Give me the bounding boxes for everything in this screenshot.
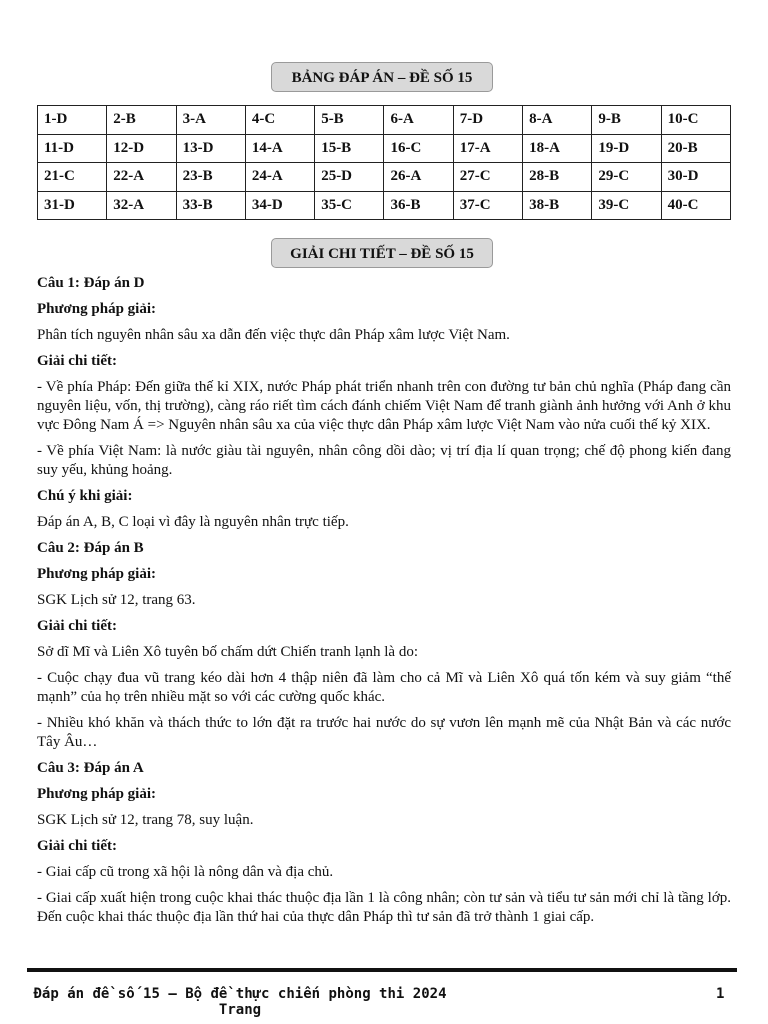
- answer-cell: 36-B: [384, 191, 453, 220]
- paragraph: SGK Lịch sử 12, trang 78, suy luận.: [37, 812, 254, 828]
- footer-divider: [27, 968, 737, 972]
- paragraph: - Về phía Pháp: Đến giữa thế kỉ XIX, nước Pháp phát triển nhanh trên con đường tư bản chủ nghĩa (Pháp đang cần nguyên liệu, vốn, thị trường), càng ráo riết tìm cách đánh chiếm Việt Nam để tranh giành ảnh hưởng với Anh ở khu vực Đông Nam Á => Nguyên nhân sâu xa của việc thực dân Pháp xâm lược Việt Nam vào nửa cuối thế kỷ XIX.: [37, 379, 731, 433]
- table-row: [38, 163, 731, 192]
- paragraph: Phân tích nguyên nhân sâu xa dẫn đến việc thực dân Pháp xâm lược Việt Nam.: [37, 327, 510, 343]
- answer-cell: 11-D: [38, 134, 107, 163]
- answer-cell: 28-B: [523, 163, 592, 192]
- answer-cell: 24-A: [245, 163, 314, 192]
- answer-cell: 22-A: [107, 163, 176, 192]
- answer-cell: 35-C: [315, 191, 384, 220]
- answer-cell: 18-A: [523, 134, 592, 163]
- section-heading: Giải chi tiết:: [37, 618, 117, 634]
- answer-cell: 1-D: [38, 106, 107, 135]
- section-heading: Câu 1: Đáp án D: [37, 275, 145, 291]
- answer-cell: 5-B: [315, 106, 384, 135]
- section-heading: Giải chi tiết:: [37, 838, 117, 854]
- paragraph: - Nhiều khó khăn và thách thức to lớn đặt ra trước hai nước do sự vươn lên mạnh mẽ của Nhật Bản và các nước Tây Âu…: [37, 715, 731, 750]
- section-heading: Câu 3: Đáp án A: [37, 760, 144, 776]
- answer-cell: 37-C: [453, 191, 522, 220]
- answer-cell: 30-D: [661, 163, 730, 192]
- answer-cell: 32-A: [107, 191, 176, 220]
- footer-page-number: 1: [716, 986, 725, 1002]
- answer-cell: 34-D: [245, 191, 314, 220]
- answer-cell: 20-B: [661, 134, 730, 163]
- answer-cell: 39-C: [592, 191, 661, 220]
- answer-cell: 19-D: [592, 134, 661, 163]
- answer-cell: 29-C: [592, 163, 661, 192]
- table-row: [38, 106, 731, 135]
- paragraph: Đáp án A, B, C loại vì đây là nguyên nhân trực tiếp.: [37, 514, 349, 530]
- answer-cell: 2-B: [107, 106, 176, 135]
- footer-text: Đáp án đề số 15 – Bộ đề thực chiến phòng thi 2024 Trang: [33, 986, 447, 1018]
- answer-cell: 31-D: [38, 191, 107, 220]
- paragraph: SGK Lịch sử 12, trang 63.: [37, 592, 196, 608]
- answer-cell: 40-C: [661, 191, 730, 220]
- answer-cell: 9-B: [592, 106, 661, 135]
- answer-cell: 15-B: [315, 134, 384, 163]
- answer-key-table: [37, 105, 731, 220]
- answer-cell: 27-C: [453, 163, 522, 192]
- answer-cell: 14-A: [245, 134, 314, 163]
- paragraph: - Cuộc chạy đua vũ trang kéo dài hơn 4 thập niên đã làm cho cả Mĩ và Liên Xô quá tốn kém và suy giảm “thế mạnh” của họ trên nhiều mặt so với các cường quốc khác.: [37, 670, 731, 705]
- paragraph: - Giai cấp xuất hiện trong cuộc khai thác thuộc địa lần 1 là công nhân; còn tư sản và tiểu tư sản mới chỉ là tầng lớp. Đến cuộc khai thác thuộc địa lần thứ hai của thực dân Pháp thì tư sản đã trở thành 1 giai cấp.: [37, 890, 731, 925]
- answer-cell: 13-D: [176, 134, 245, 163]
- section-heading: Giải chi tiết:: [37, 353, 117, 369]
- answer-cell: 25-D: [315, 163, 384, 192]
- answer-cell: 26-A: [384, 163, 453, 192]
- section-heading: Phương pháp giải:: [37, 301, 157, 317]
- answer-cell: 10-C: [661, 106, 730, 135]
- answer-cell: 21-C: [38, 163, 107, 192]
- answer-cell: 38-B: [523, 191, 592, 220]
- answer-cell: 17-A: [453, 134, 522, 163]
- answer-cell: 4-C: [245, 106, 314, 135]
- section-heading: Câu 2: Đáp án B: [37, 540, 144, 556]
- table-row: [38, 134, 731, 163]
- answer-cell: 33-B: [176, 191, 245, 220]
- answer-cell: 23-B: [176, 163, 245, 192]
- paragraph: Sở dĩ Mĩ và Liên Xô tuyên bố chấm dứt Chiến tranh lạnh là do:: [37, 644, 418, 660]
- detail-title: GIẢI CHI TIẾT – ĐỀ SỐ 15: [271, 238, 493, 268]
- answer-cell: 6-A: [384, 106, 453, 135]
- section-heading: Chú ý khi giải:: [37, 488, 133, 504]
- paragraph: - Giai cấp cũ trong xã hội là nông dân và địa chủ.: [37, 864, 334, 880]
- answer-cell: 7-D: [453, 106, 522, 135]
- section-heading: Phương pháp giải:: [37, 566, 157, 582]
- answer-cell: 16-C: [384, 134, 453, 163]
- answer-cell: 3-A: [176, 106, 245, 135]
- answer-cell: 12-D: [107, 134, 176, 163]
- table-row: [38, 191, 731, 220]
- answer-cell: 8-A: [523, 106, 592, 135]
- answer-key-title: BẢNG ĐÁP ÁN – ĐỀ SỐ 15: [271, 62, 493, 92]
- section-heading: Phương pháp giải:: [37, 786, 157, 802]
- paragraph: - Về phía Việt Nam: là nước giàu tài nguyên, nhân công dồi dào; vị trí địa lí quan trọng; chế độ phong kiến đang suy yếu, khủng hoảng.: [37, 443, 731, 478]
- detail-content: [37, 274, 731, 934]
